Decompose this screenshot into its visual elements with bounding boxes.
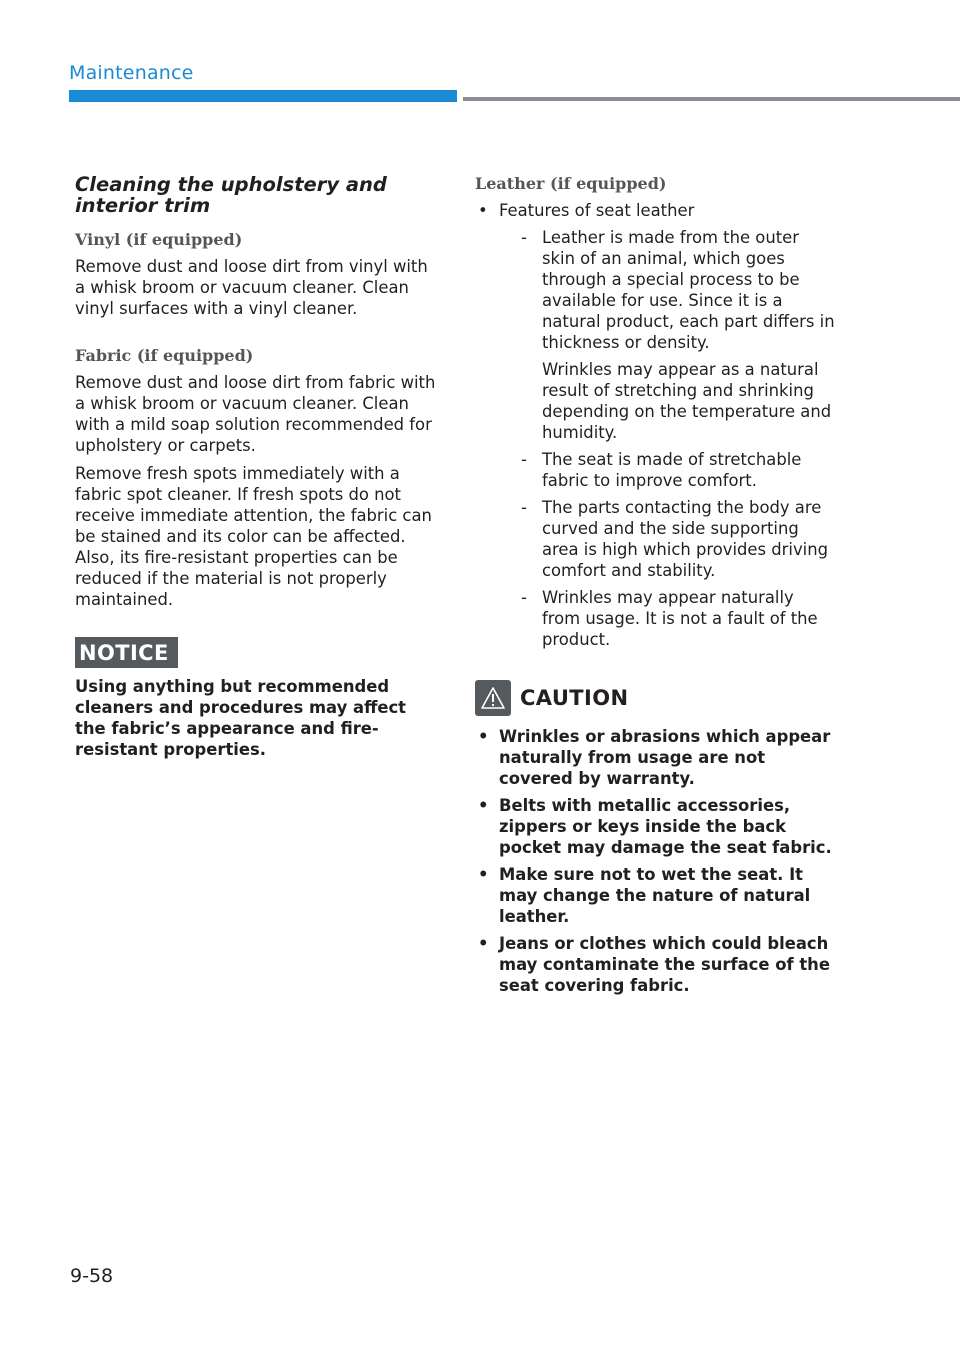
list-item: [499, 227, 835, 443]
fabric-paragraph: Remove fresh spots immediately with a fabric spot cleaner. If fresh spots do not receive immediate attention, the fabric can be stained and its color can be affected. Also, its fire-resistant properties can be reduced if the material is not properly maintained.: [75, 464, 432, 609]
notice-text: Using anything but recommended cleaners and procedures may affect the fabric’s appearance and fire-resistant properties.: [75, 677, 407, 759]
leather-heading: Leather (if equipped): [475, 174, 667, 193]
header-accent-bar: [69, 90, 457, 102]
leather-feature-extra: Wrinkles may appear as a natural result of stretching and shrinking depending on the temperature and humidity.: [542, 360, 832, 442]
list-item: • Belts with metallic accessories, zippers or keys inside the back pocket may damage the seat fabric.: [475, 795, 835, 858]
header-title: Maintenance: [69, 62, 194, 84]
leather-bullet-list: [475, 200, 835, 650]
leather-bullet-text: Features of seat leather: [499, 201, 695, 220]
fabric-paragraph: Remove dust and loose dirt from fabric with a whisk broom or vacuum cleaner. Clean with a mild soap solution recommended for upholstery or carpets.: [75, 373, 436, 455]
list-item: • Jeans or clothes which could bleach may contaminate the surface of the seat covering fabric.: [475, 933, 835, 996]
caution-header: [475, 680, 835, 716]
list-item: - The seat is made of stretchable fabric to improve comfort.: [499, 449, 835, 491]
caution-label: CAUTION: [520, 686, 629, 710]
vinyl-text: Remove dust and loose dirt from vinyl with a whisk broom or vacuum cleaner. Clean vinyl surfaces with a vinyl cleaner.: [75, 257, 428, 318]
list-item: - Wrinkles may appear naturally from usage. It is not a fault of the product.: [499, 587, 835, 650]
leather-feature-list: [499, 227, 835, 650]
list-item: • Wrinkles or abrasions which appear naturally from usage are not covered by warranty.: [475, 726, 835, 789]
leather-bullet: [475, 200, 835, 650]
list-item: • Make sure not to wet the seat. It may change the nature of natural leather.: [475, 864, 835, 927]
right-column: [475, 174, 835, 1002]
page-number: 9-58: [70, 1265, 114, 1287]
notice-badge: NOTICE: [75, 637, 178, 668]
leather-feature-text: - Leather is made from the outer skin of an animal, which goes through a special process to be available for use. Since it is a natural product, each part differs in thickness or density.: [542, 228, 835, 352]
caution-list: [475, 726, 835, 996]
header-rule: [463, 97, 960, 101]
list-item: - The parts contacting the body are curved and the side supporting area is high which provides driving comfort and stability.: [499, 497, 835, 581]
fabric-heading: Fabric (if equipped): [75, 346, 254, 365]
section-title: Cleaning the upholstery and interior trim: [75, 173, 387, 217]
left-column: [75, 174, 440, 760]
vinyl-heading: Vinyl (if equipped): [75, 230, 243, 249]
warning-triangle-icon: [475, 680, 511, 716]
